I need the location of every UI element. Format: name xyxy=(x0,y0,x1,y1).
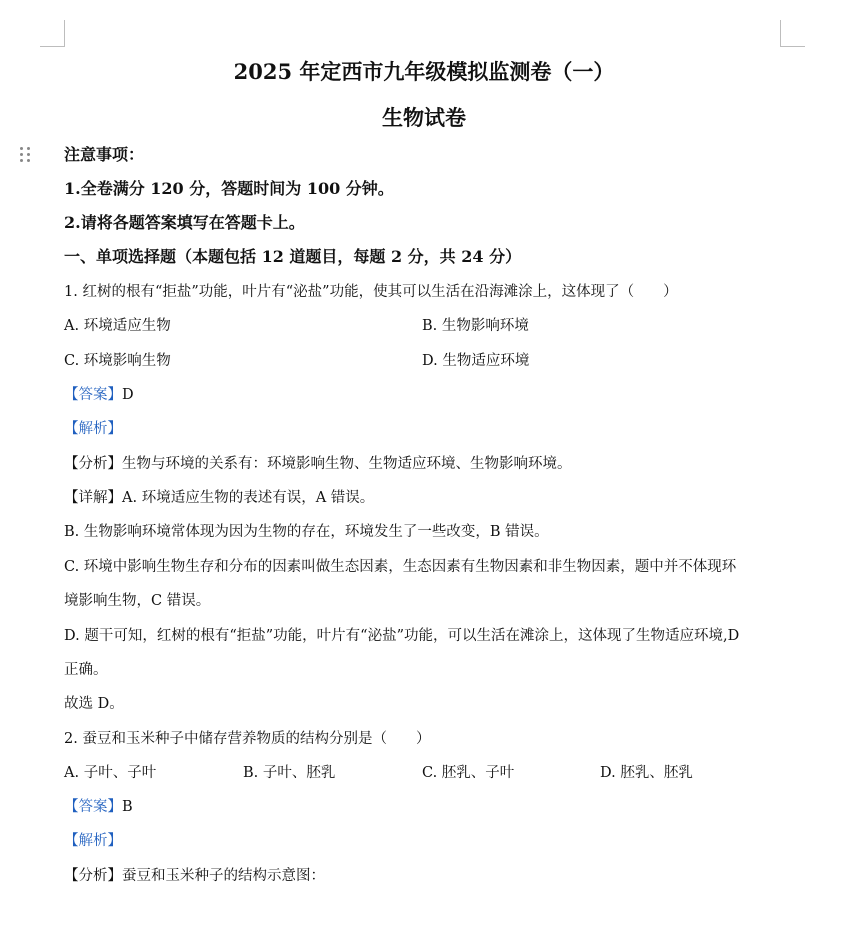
q2-option-b: B. 子叶、胚乳 xyxy=(243,765,336,781)
q2-answer xyxy=(64,797,133,817)
corner-mark-top-right xyxy=(780,20,781,46)
answer-value: D xyxy=(122,387,134,403)
q1-answer xyxy=(64,385,134,405)
notice-item-1: 1.全卷满分 120 分，答题时间为 100 分钟。 xyxy=(64,179,394,198)
q2-option-d: D. 胚乳、胚乳 xyxy=(600,765,693,781)
q1-analysis-tag: 【解析】 xyxy=(64,421,122,437)
q2-stem: 2. 蚕豆和玉米种子中储存营养物质的结构分别是（ ） xyxy=(64,731,431,747)
answer-value: B xyxy=(122,799,133,815)
q1-option-c: C. 环境影响生物 xyxy=(64,353,171,369)
q1-explain-b: B. 生物影响环境常体现为因为生物的存在，环境发生了一些改变，B 错误。 xyxy=(64,524,549,540)
corner-mark-top-right-h xyxy=(780,46,805,47)
notice-heading: 注意事项： xyxy=(64,145,145,164)
q2-option-c: C. 胚乳、子叶 xyxy=(422,765,515,781)
page-title: 2025 年定西市九年级模拟监测卷（一） xyxy=(233,59,615,84)
answer-tag: 【答案】 xyxy=(64,799,122,815)
q1-explain-c1: C. 环境中影响生物生存和分布的因素叫做生态因素，生态因素有生物因素和非生物因素，题中并不体现环 xyxy=(64,559,737,575)
q1-option-b: B. 生物影响环境 xyxy=(422,318,529,334)
q1-explain-d1: D. 题干可知，红树的根有“拒盐”功能，叶片有“泌盐”功能，可以生活在滩涂上，这体现了生物适应环境,D xyxy=(64,628,740,644)
q1-xiangjie: 【详解】A. 环境适应生物的表述有误，A 错误。 xyxy=(64,490,375,506)
drag-handle-icon[interactable] xyxy=(20,147,32,163)
q2-fenxi: 【分析】蚕豆和玉米种子的结构示意图： xyxy=(64,868,325,884)
answer-tag: 【答案】 xyxy=(64,387,122,403)
q1-option-d: D. 生物适应环境 xyxy=(422,353,530,369)
q1-conclusion: 故选 D。 xyxy=(64,696,124,712)
q1-explain-d2: 正确。 xyxy=(64,662,108,678)
q1-stem: 1. 红树的根有“拒盐”功能，叶片有“泌盐”功能，使其可以生活在沿海滩涂上，这体现了（ ） xyxy=(64,284,678,300)
section-heading: 一、单项选择题（本题包括 12 道题目，每题 2 分，共 24 分） xyxy=(64,247,522,266)
page-subtitle: 生物试卷 xyxy=(382,105,466,130)
q1-explain-c2: 境影响生物，C 错误。 xyxy=(64,593,211,609)
q1-fenxi: 【分析】生物与环境的关系有：环境影响生物、生物适应环境、生物影响环境。 xyxy=(64,456,572,472)
notice-item-2: 2.请将各题答案填写在答题卡上。 xyxy=(64,213,305,232)
q2-analysis-tag: 【解析】 xyxy=(64,833,122,849)
corner-mark-top-left-h xyxy=(40,46,65,47)
q2-option-a: A. 子叶、子叶 xyxy=(64,765,157,781)
corner-mark-top-left xyxy=(64,20,65,46)
q1-option-a: A. 环境适应生物 xyxy=(64,318,171,334)
